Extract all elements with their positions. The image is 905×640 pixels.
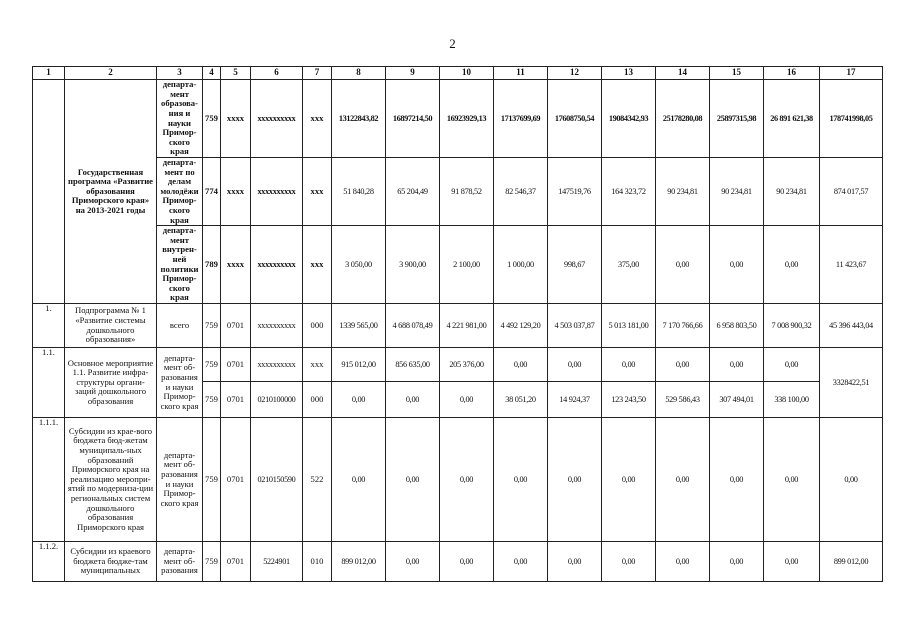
value-cell: 0,00 [548,418,602,542]
value-cell: 0,00 [386,418,440,542]
col4-cell: 759 [203,80,221,158]
col6-cell: хххххххххх [251,80,303,158]
value-cell: 7 170 766,66 [656,304,710,348]
header-cell: 1 [33,67,65,80]
header-row [33,67,883,80]
program-row-2 [33,158,883,226]
value-cell: 90 234,81 [764,158,820,226]
total-cell: 0,00 [820,418,883,542]
value-cell: 0,00 [656,542,710,582]
col7-cell: 000 [303,304,332,348]
value-cell: 16923929,13 [440,80,494,158]
value-cell: 0,00 [602,542,656,582]
col6-cell: 5224901 [251,542,303,582]
total-cell: 899 012,00 [820,542,883,582]
col4-cell: 759 [203,348,221,382]
value-cell: 14 924,37 [548,382,602,418]
value-cell: 0,00 [710,542,764,582]
value-cell: 3 050,00 [332,226,386,304]
row-number: 1.1. [33,348,65,418]
value-cell: 0,00 [764,348,820,382]
total-cell: 45 396 443,04 [820,304,883,348]
item-111-row [33,418,883,542]
header-cell: 11 [494,67,548,80]
value-cell: 19084342,93 [602,80,656,158]
header-cell: 8 [332,67,386,80]
main-event-row-1 [33,348,883,382]
value-cell: 25178280,08 [656,80,710,158]
col5-cell: хххх [221,226,251,304]
col7-cell: ххх [303,348,332,382]
col5-cell: 0701 [221,542,251,582]
value-cell: 856 635,00 [386,348,440,382]
col4-cell: 759 [203,304,221,348]
col4-cell: 759 [203,542,221,582]
value-cell: 998,67 [548,226,602,304]
value-cell: 82 546,37 [494,158,548,226]
value-cell: 3 900,00 [386,226,440,304]
value-cell: 4 503 037,87 [548,304,602,348]
value-cell: 915 012,00 [332,348,386,382]
value-cell: 7 008 900,32 [764,304,820,348]
value-cell: 0,00 [764,418,820,542]
col7-cell: ххх [303,226,332,304]
value-cell: 0,00 [764,226,820,304]
col6-cell: хххххххххх [251,304,303,348]
row-number: 1.1.1. [33,418,65,542]
value-cell: 0,00 [494,418,548,542]
value-cell: 0,00 [548,542,602,582]
value-cell: 0,00 [386,382,440,418]
value-cell: 0,00 [710,418,764,542]
value-cell: 0,00 [386,542,440,582]
value-cell: 1 000,00 [494,226,548,304]
value-cell: 90 234,81 [710,158,764,226]
value-cell: 65 204,49 [386,158,440,226]
value-cell: 0,00 [602,348,656,382]
agency-cell: департа-мент об-разования [157,542,203,582]
value-cell: 0,00 [710,348,764,382]
value-cell: 13122843,82 [332,80,386,158]
header-cell: 16 [764,67,820,80]
col5-cell: 0701 [221,304,251,348]
header-cell: 7 [303,67,332,80]
header-cell: 17 [820,67,883,80]
header-cell: 15 [710,67,764,80]
col4-cell: 759 [203,418,221,542]
header-cell: 9 [386,67,440,80]
header-cell: 13 [602,67,656,80]
value-cell: 6 958 803,50 [710,304,764,348]
col4-cell: 789 [203,226,221,304]
total-cell: 178741998,05 [820,80,883,158]
value-cell: 25897315,98 [710,80,764,158]
header-cell: 6 [251,67,303,80]
col5-cell: хххх [221,158,251,226]
value-cell: 0,00 [440,418,494,542]
col5-cell: 0701 [221,382,251,418]
item-name: Субсидии из крае-вого бюджета бюд-жетам муниципаль-ных образований Приморского края на реализацию меропри-ятий по модерниза-ции региональных систем дошкольного образования Приморского края [65,418,157,542]
value-cell: 0,00 [656,226,710,304]
value-cell: 147519,76 [548,158,602,226]
col5-cell: 0701 [221,418,251,542]
agency-cell: департа-мент по делам молодёжи Примор-ского края [157,158,203,226]
value-cell: 4 221 981,00 [440,304,494,348]
col5-cell: хххх [221,80,251,158]
col7-cell: ххх [303,80,332,158]
value-cell: 38 051,20 [494,382,548,418]
value-cell: 90 234,81 [656,158,710,226]
value-cell: 51 840,28 [332,158,386,226]
row-number: 1. [33,304,65,348]
header-cell: 2 [65,67,157,80]
value-cell: 17608750,54 [548,80,602,158]
value-cell: 4 688 078,49 [386,304,440,348]
agency-cell: всего [157,304,203,348]
agency-cell: департа-мент образова-ния и науки Примор-ского края [157,80,203,158]
value-cell: 0,00 [548,348,602,382]
value-cell: 0,00 [494,348,548,382]
item-112-row [33,542,883,582]
value-cell: 0,00 [656,348,710,382]
value-cell: 1339 565,00 [332,304,386,348]
value-cell: 2 100,00 [440,226,494,304]
total-cell: 3328422,51 [820,348,883,418]
agency-cell: департа-мент внутрен-ней политики Примор-ского края [157,226,203,304]
col7-cell: ххх [303,158,332,226]
col6-cell: хххххххххх [251,226,303,304]
value-cell: 0,00 [332,382,386,418]
subprogram-row [33,304,883,348]
col6-cell: хххххххххх [251,348,303,382]
value-cell: 0,00 [764,542,820,582]
total-cell: 874 017,57 [820,158,883,226]
value-cell: 0,00 [440,382,494,418]
program-number-cell [33,80,65,304]
value-cell: 205 376,00 [440,348,494,382]
value-cell: 0,00 [710,226,764,304]
program-row-1 [33,80,883,158]
value-cell: 4 492 129,20 [494,304,548,348]
value-cell: 307 494,01 [710,382,764,418]
program-row-3 [33,226,883,304]
header-cell: 3 [157,67,203,80]
col6-cell: 0210150590 [251,418,303,542]
col4-cell: 774 [203,158,221,226]
value-cell: 16897214,50 [386,80,440,158]
col6-cell: 0210100000 [251,382,303,418]
header-cell: 14 [656,67,710,80]
value-cell: 338 100,00 [764,382,820,418]
col6-cell: хххххххххх [251,158,303,226]
value-cell: 0,00 [332,418,386,542]
value-cell: 0,00 [494,542,548,582]
header-cell: 12 [548,67,602,80]
page-number: 2 [449,36,456,51]
header-cell: 10 [440,67,494,80]
agency-cell: департа-мент об-разования и науки Примор-ского края [157,348,203,418]
total-cell: 11 423,67 [820,226,883,304]
col5-cell: 0701 [221,348,251,382]
col7-cell: 000 [303,382,332,418]
value-cell: 899 012,00 [332,542,386,582]
header-cell: 4 [203,67,221,80]
item-name: Субсидии из краевого бюджета бюдже-там муниципальных [65,542,157,582]
value-cell: 17137699,69 [494,80,548,158]
value-cell: 164 323,72 [602,158,656,226]
value-cell: 0,00 [602,418,656,542]
agency-cell: департа-мент об-разования и науки Примор-ского края [157,418,203,542]
value-cell: 0,00 [440,542,494,582]
col4-cell: 759 [203,382,221,418]
value-cell: 5 013 181,00 [602,304,656,348]
budget-table [32,66,883,582]
value-cell: 26 891 621,38 [764,80,820,158]
program-name: Государственная программа «Развитие образования Приморского края» на 2013-2021 годы [65,80,157,304]
value-cell: 529 586,43 [656,382,710,418]
row-number: 1.1.2. [33,542,65,582]
subprogram-name: Подпрограмма № 1 «Развитие системы дошкольного образования» [65,304,157,348]
value-cell: 123 243,50 [602,382,656,418]
value-cell: 0,00 [656,418,710,542]
header-cell: 5 [221,67,251,80]
col7-cell: 010 [303,542,332,582]
value-cell: 375,00 [602,226,656,304]
col7-cell: 522 [303,418,332,542]
value-cell: 91 878,52 [440,158,494,226]
main-event-name: Основное мероприятие 1.1. Развитие инфра-структуры органи-заций дошкольного образования [65,348,157,418]
